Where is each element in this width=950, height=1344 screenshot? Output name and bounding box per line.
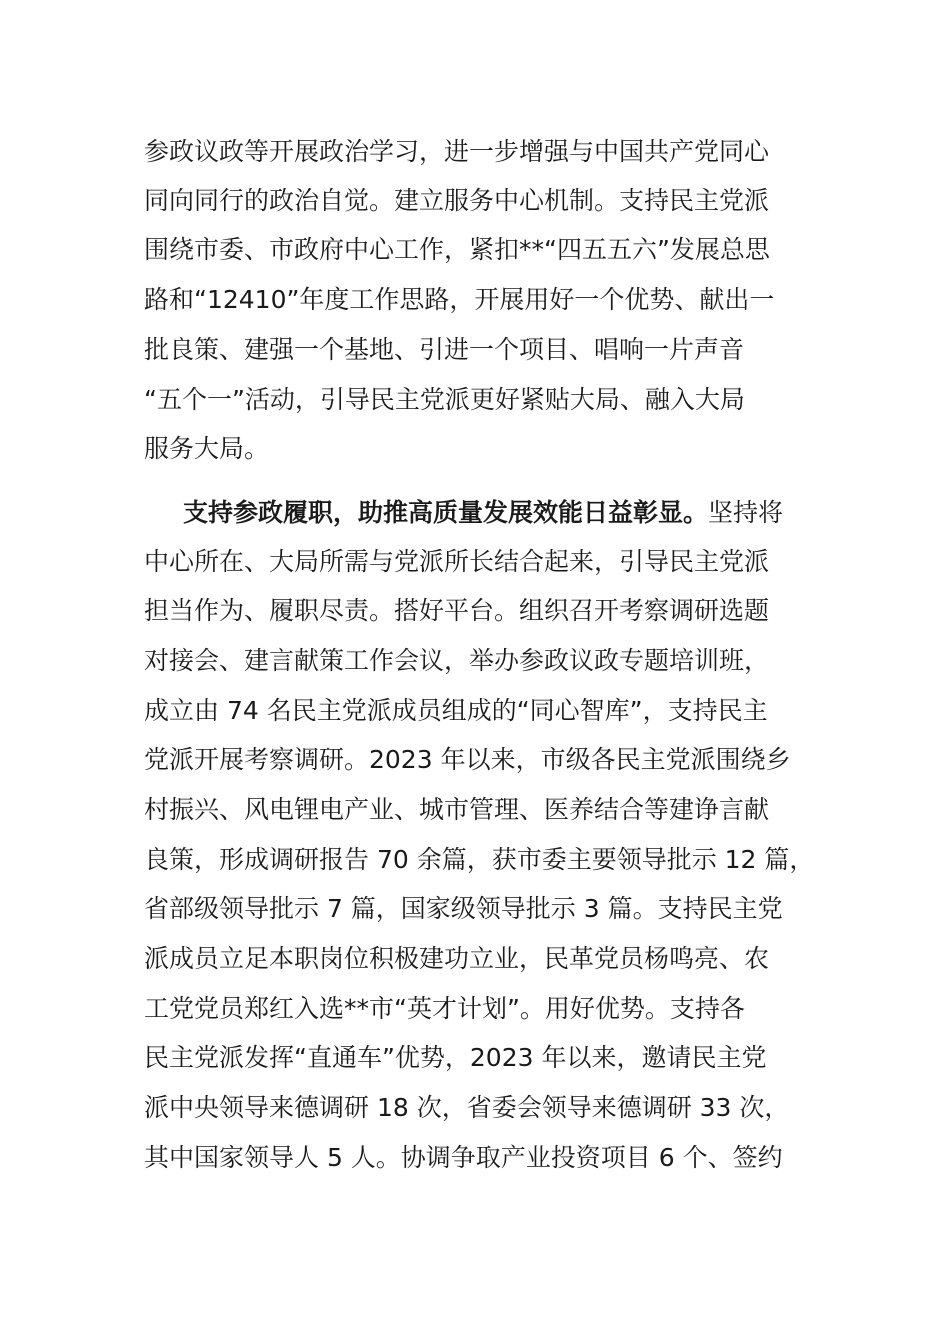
- paragraph-1-line-4: 路和“12410”年度工作思路，开展用好一个优势、献出一: [144, 285, 775, 314]
- paragraph-2-line-10: 派成员立足本职岗位积极建功立业，民革党员杨鸣亮、农: [144, 944, 770, 973]
- paragraph-2-line-6: 党派开展考察调研。2023 年以来，市级各民主党派围绕乡: [144, 745, 791, 774]
- paragraph-2-heading: 支持参政履职，助推高质量发展效能日益彰显。: [183, 498, 709, 527]
- paragraph-2-line-8: 良策，形成调研报告 70 余篇，获市委主要领导批示 12 篇，: [144, 845, 815, 874]
- paragraph-2-line-9: 省部级领导批示 7 篇，国家级领导批示 3 篇。支持民主党: [144, 894, 783, 923]
- paragraph-2-line-3: 担当作为、履职尽责。搭好平台。组织召开考察调研选题: [144, 596, 770, 625]
- paragraph-2-line-7: 村振兴、风电锂电产业、城市管理、医养结合等建诤言献: [144, 795, 770, 824]
- paragraph-2-line-5: 成立由 74 名民主党派成员组成的“同心智库”，支持民主: [144, 696, 768, 725]
- paragraph-2-first-line-rest: 坚持将: [708, 498, 784, 527]
- paragraph-1-line-6: “五个一”活动，引导民主党派更好紧贴大局、融入大局: [144, 385, 745, 414]
- paragraph-1-line-7: 服务大局。: [144, 434, 270, 463]
- paragraph-2-line-2: 中心所在、大局所需与党派所长结合起来，引导民主党派: [144, 547, 770, 576]
- paragraph-1-line-3: 围绕市委、市政府中心工作，紧扣**“四五五六”发展总思: [144, 235, 770, 264]
- paragraph-2-line-13: 派中央领导来德调研 18 次，省委会领导来德调研 33 次，: [144, 1093, 790, 1122]
- paragraph-2-line-11: 工党党员郑红入选**市“英才计划”。用好优势。支持各: [144, 994, 745, 1023]
- paragraph-1-line-2: 同向同行的政治自觉。建立服务中心机制。支持民主党派: [144, 186, 770, 215]
- paragraph-2-line-12: 民主党派发挥“直通车”优势，2023 年以来，邀请民主党: [144, 1043, 767, 1072]
- paragraph-1-line-1: 参政议政等开展政治学习，进一步增强与中国共产党同心: [144, 137, 770, 166]
- paragraph-2-line-4: 对接会、建言献策工作会议，举办参政议政专题培训班，: [144, 646, 770, 675]
- paragraph-2-line-1: [183, 488, 783, 538]
- paragraph-1-line-5: 批良策、建强一个基地、引进一个项目、唱响一片声音: [144, 335, 745, 364]
- paragraph-2-line-14: 其中国家领导人 5 人。协调争取产业投资项目 6 个、签约: [144, 1143, 783, 1172]
